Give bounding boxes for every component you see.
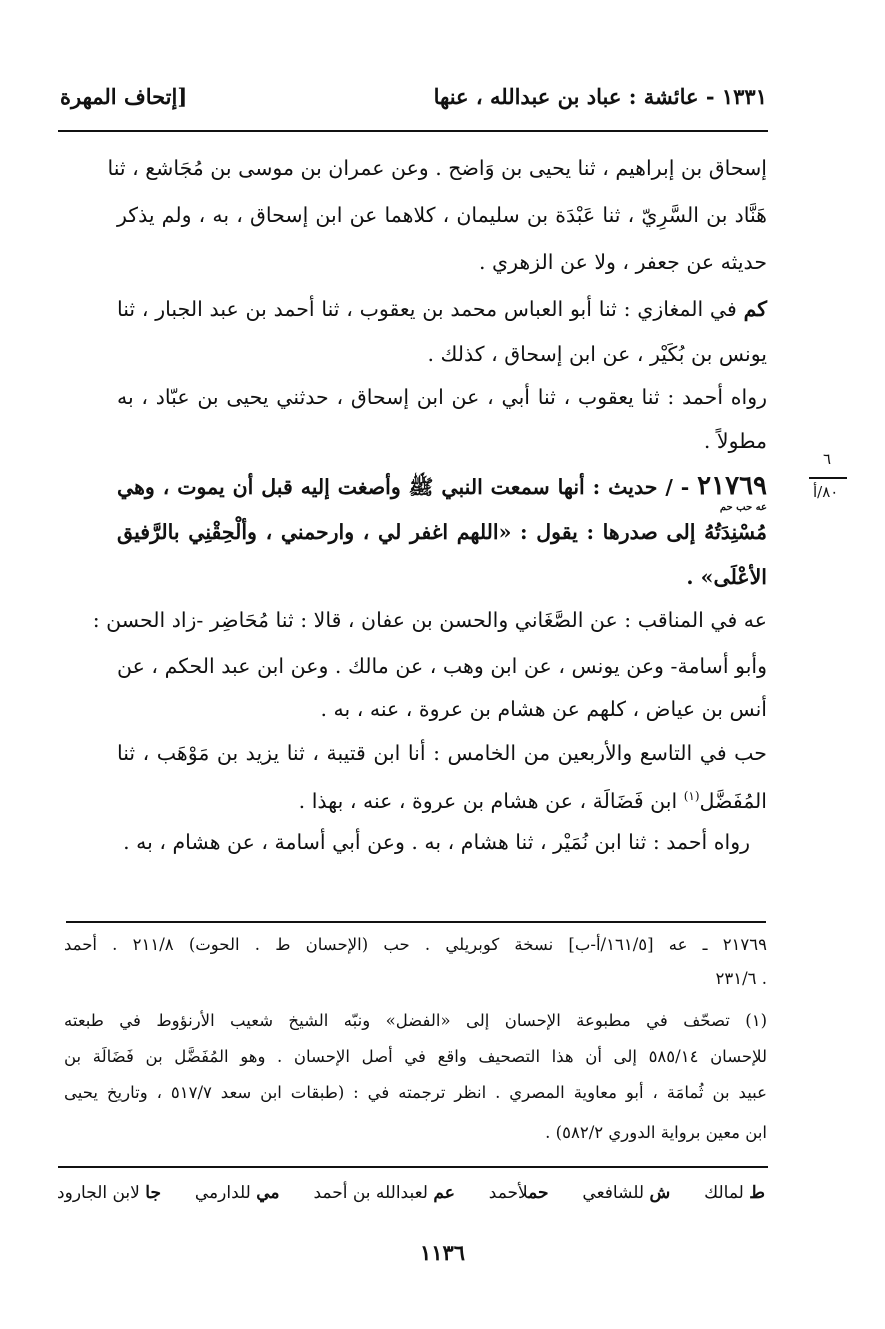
source-siglum: كم bbox=[743, 297, 767, 321]
abbreviation-text: للدارمي bbox=[194, 1183, 251, 1203]
hadith-number: ٢١٧٦٩ bbox=[697, 471, 767, 501]
body-line: حب في التاسع والأربعين من الخامس : أنا ابن قتيبة ، ثنا يزيد بن مَوْهَب ، ثنا bbox=[117, 741, 767, 765]
abbreviation-code: ش bbox=[649, 1183, 671, 1203]
body-line: وأبو أسامة- وعن يونس ، عن ابن وهب ، عن مالك . وعن ابن عبد الحكم ، عن bbox=[117, 654, 767, 678]
page-number: ١١٣٦ bbox=[419, 1240, 466, 1265]
abbreviation-code: عم bbox=[433, 1183, 455, 1203]
body-line-text: ابن فَضَالَة ، عن هشام بن عروة ، عنه ، بهذا . bbox=[298, 788, 678, 813]
abbreviations-key bbox=[57, 1183, 765, 1203]
header-book-title: [إتحاف المهرة bbox=[60, 84, 188, 109]
abbreviation-text: لابن الجارود bbox=[57, 1183, 140, 1203]
footnote-line: ابن معين برواية الدوري ٥٨٢/٢) . bbox=[545, 1123, 767, 1142]
footnote-line: عبيد بن ثُمامَة ، أبو معاوية المصري . انظر ترجمته في : (طبقات ابن سعد ٥١٧/٧ ، وتاريخ يحيى bbox=[64, 1083, 767, 1102]
margin-volume-number: ٦ bbox=[823, 450, 832, 468]
body-line: رواه أحمد : ثنا يعقوب ، ثنا أبي ، عن ابن إسحاق ، حدثني يحيى بن عبّاد ، به bbox=[117, 385, 767, 409]
abbreviation-item bbox=[704, 1183, 765, 1203]
footnote-line: (١) تصحّف في مطبوعة الإحسان إلى «الفضل» ونبّه الشيخ شعيب الأرنؤوط في طبعته bbox=[64, 1011, 767, 1030]
narrator-name: المُفَضَّل bbox=[699, 788, 767, 813]
hadith-text-line: الأعْلَى» . bbox=[686, 565, 767, 589]
body-line: هَنَّاد بن السَّرِيّ ، ثنا عَبْدَة بن سليمان ، كلاهما عن ابن إسحاق ، به ، ولم يذكر bbox=[117, 203, 767, 227]
body-line: يونس بن بُكَيْر ، عن ابن إسحاق ، كذلك . bbox=[427, 342, 767, 366]
margin-folio-number: ٨٠/أ bbox=[813, 483, 839, 501]
abbreviation-text: لأحمد bbox=[488, 1183, 529, 1203]
margin-divider bbox=[809, 477, 847, 479]
footnote-line: ٢١٧٦٩ ـ عه [١٦١/٥/أ-ب] نسخة كوبريلي . حب (الإحسان ط . الحوت) ٢١١/٨ . أحمد bbox=[64, 935, 767, 954]
footnote-marker: (١) bbox=[683, 789, 700, 803]
abbreviation-item bbox=[57, 1183, 161, 1203]
abbreviation-code: جا bbox=[145, 1183, 161, 1203]
abbreviation-item bbox=[582, 1183, 670, 1203]
body-line: إسحاق بن إبراهيم ، ثنا يحيى بن وَاضح . وعن عمران بن موسى بن مُجَاشع ، ثنا bbox=[107, 156, 767, 180]
footnote-line: . ٢٣١/٦ bbox=[715, 969, 767, 988]
abbreviation-item bbox=[195, 1183, 280, 1203]
body-line: رواه أحمد : ثنا ابن نُمَيْر ، ثنا هشام ، به . وعن أبي أسامة ، عن هشام ، به . bbox=[123, 830, 750, 854]
hadith-heading-line bbox=[117, 466, 767, 513]
body-line: مطولاً . bbox=[703, 429, 767, 453]
hadith-heading-text: - / حديث : أنها سمعت النبي ﷺ وأصغت إليه قبل أن يموت ، وهي bbox=[117, 475, 690, 499]
abbreviation-code: ط bbox=[749, 1183, 765, 1203]
header-title: ١٣٣١ - عائشة : عباد بن عبدالله ، عنها bbox=[433, 84, 767, 109]
body-line-text: في المغازي : ثنا أبو العباس محمد بن يعقوب ، ثنا أحمد بن عبد الجبار ، ثنا bbox=[117, 297, 744, 321]
hadith-number-block bbox=[697, 466, 767, 513]
abbreviation-text: للشافعي bbox=[582, 1183, 645, 1203]
body-line bbox=[117, 776, 767, 821]
header-divider bbox=[58, 130, 768, 132]
hadith-sigla: عه حب حم bbox=[719, 502, 767, 513]
abbreviations-divider bbox=[58, 1166, 768, 1168]
body-line: عه في المناقب : عن الصَّغَاني والحسن بن عفان ، قالا : ثنا مُحَاضِر -زاد الحسن : bbox=[92, 608, 767, 632]
footnote-line: للإحسان ٥٨٥/١٤ إلى أن هذا التصحيف واقع في أصل الإحسان . وهو المُفَضَّل بن فَضَالَة بن bbox=[64, 1047, 768, 1066]
abbreviation-item bbox=[313, 1183, 454, 1203]
body-line bbox=[117, 289, 767, 329]
abbreviation-text: لمالك bbox=[704, 1183, 744, 1203]
abbreviation-text: لعبدالله بن أحمد bbox=[313, 1183, 428, 1203]
body-line: أنس بن عياض ، كلهم عن هشام بن عروة ، عنه ، به . bbox=[320, 697, 767, 721]
abbreviation-code: حم bbox=[528, 1183, 549, 1203]
abbreviation-item bbox=[489, 1183, 549, 1203]
abbreviation-code: مي bbox=[256, 1183, 280, 1203]
body-line: حديثه عن جعفر ، ولا عن الزهري . bbox=[479, 250, 767, 274]
footnote-divider bbox=[66, 921, 766, 923]
hadith-text-line: مُسْنِدَتُهُ إلى صدرها : يقول : «اللهم اغفر لي ، وارحمني ، وألْحِقْنِي بالرَّفيق bbox=[117, 520, 767, 544]
